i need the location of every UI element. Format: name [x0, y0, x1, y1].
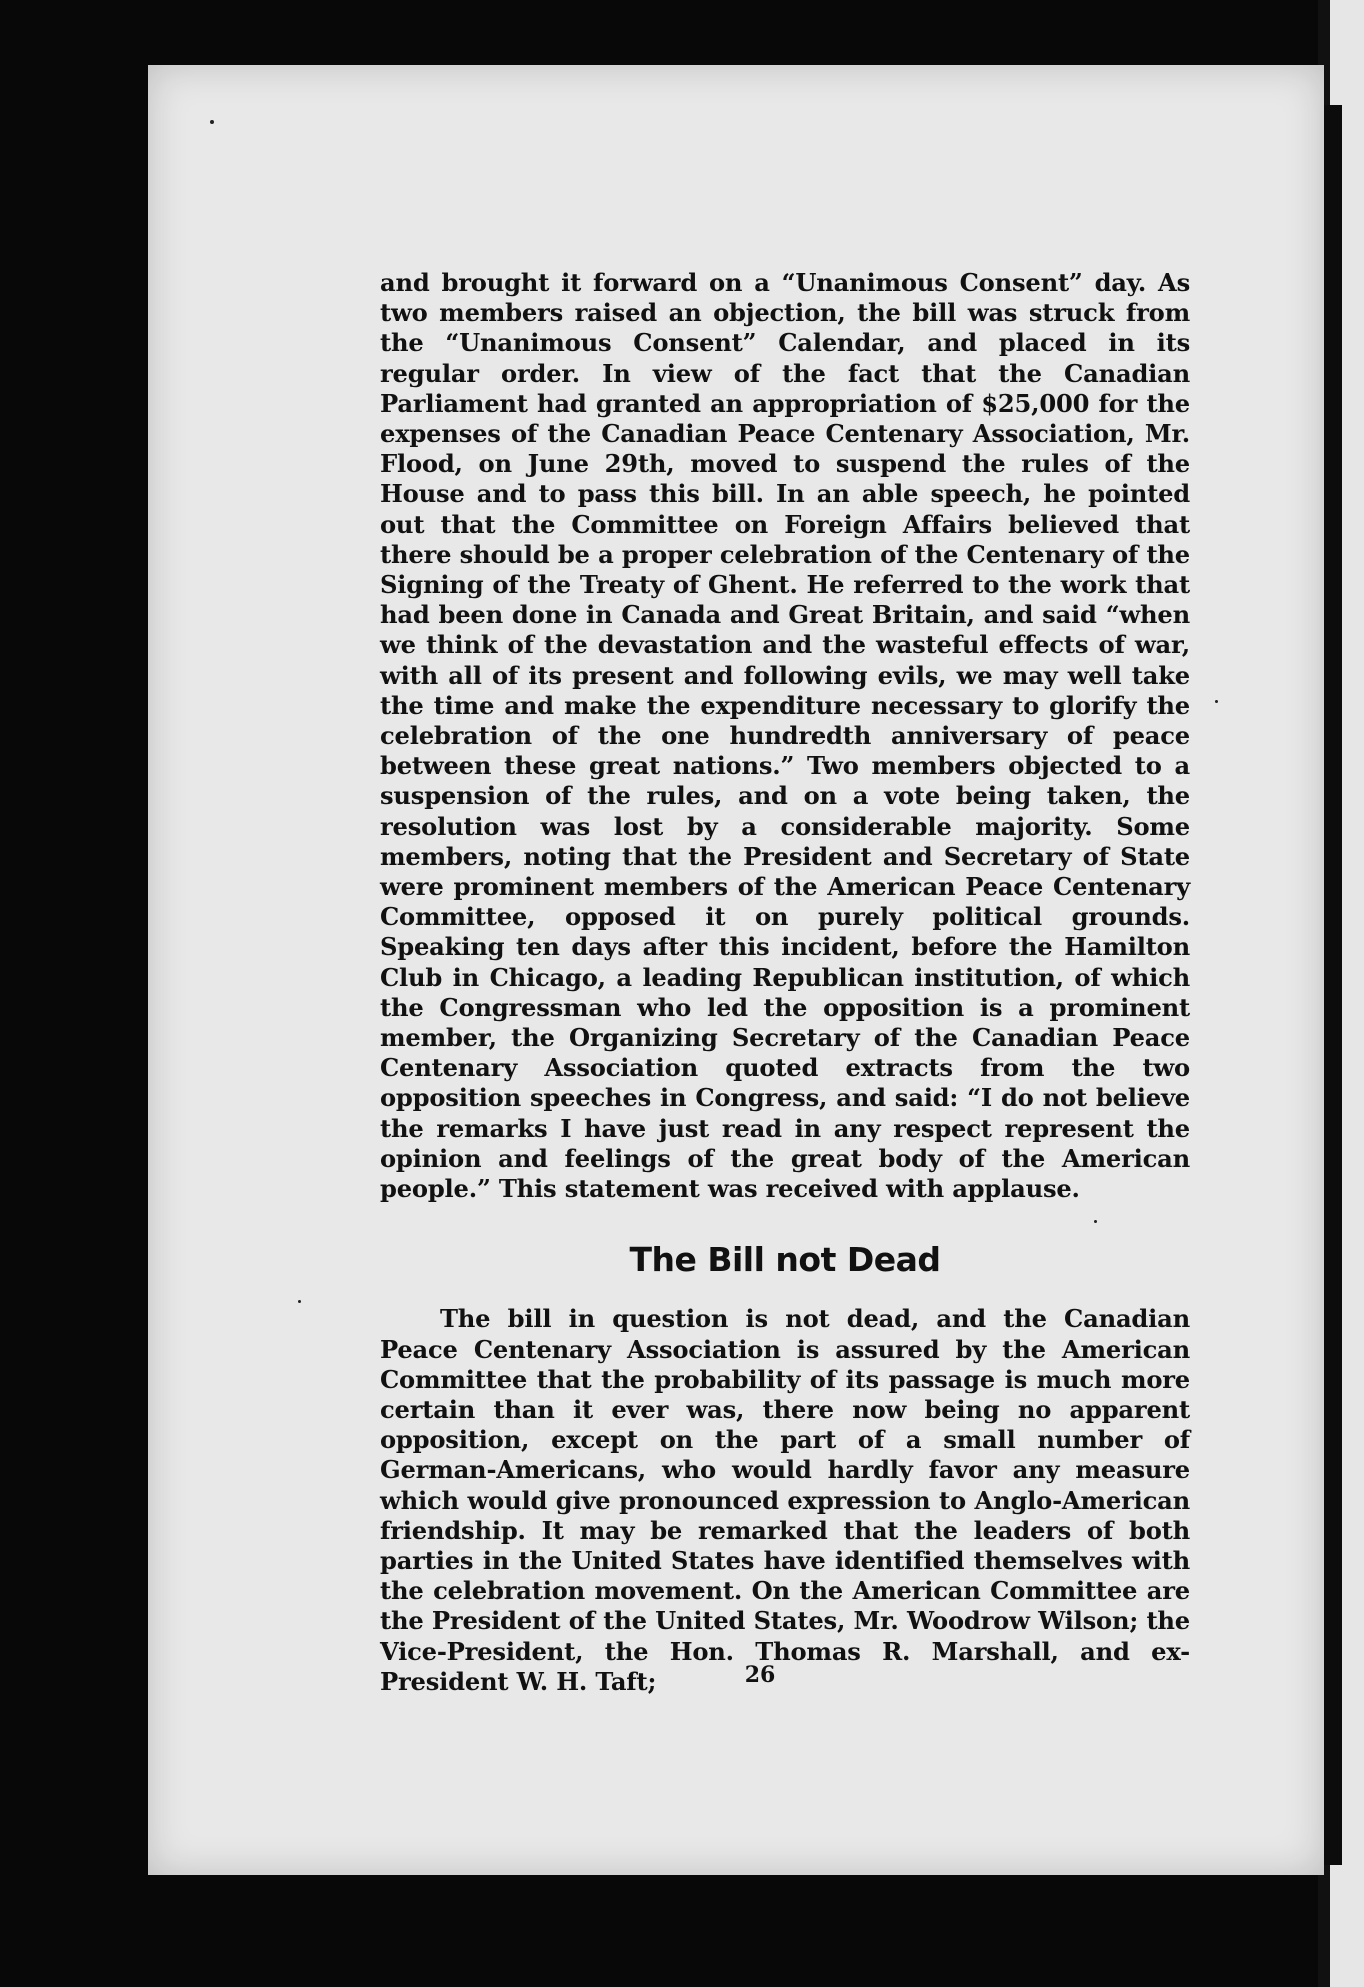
paragraph-1: and brought it forward on a “Unanimous Consent” day. As two members raised an objection, the bill was struck from the “Unanimous Consent” Calendar, and placed in its regular order. In view of the fact that the Canadian Parliament had granted an appropriation of $25,000 for the expenses of the Canadian Peace Centenary Association, Mr. Flood, on June 29th, moved to suspend the rules of the House and to pass this bill. In an able speech, he pointed out that the Committee on Foreign Affairs believed that there should be a proper celebration of the Centenary of the Signing of the Treaty of Ghent. He referred to the work that had been done in Canada and Great Britain, and said “when we think of the devastation and the wasteful effects of war, with all of its present and following evils, we may well take the time and make the expenditure necessary to glorify the celebration of the one hundredth anniversary of peace between these great nations.” Two members objected to a suspension of the rules, and on a vote being taken, the resolution was lost by a considerable majority. Some members, noting that the President and Secretary of State were prominent members of the American Peace Centenary Committee, opposed it on purely political grounds. Speaking ten days after this incident, before the Hamilton Club in Chicago, a leading Republican institution, of which the Congressman who led the opposition is a prominent member, the Organizing Secretary of the Canadian Peace Centenary Association quoted extracts from the two opposition speeches in Congress, and said: “I do not believe the remarks I have just read in any respect represent the opinion and feelings of the great body of the American people.” This statement was received with applause.	[380, 268, 1190, 1204]
page-number: 26	[744, 1662, 776, 1688]
scan-speck	[1094, 1220, 1097, 1223]
scan-speck	[1215, 700, 1218, 703]
page-fold-shadow	[1324, 105, 1342, 1865]
scan-speck	[210, 120, 214, 124]
scan-speck	[298, 1300, 301, 1303]
paragraph-2: The bill in question is not dead, and the Canadian Peace Centenary Association is assured by the American Committee that the probability of its passage is much more certain than it ever was, there now being no apparent opposition, except on the part of a small number of German-Americans, who would hardly favor any measure which would give pronounced expression to Anglo-American friendship. It may be remarked that the leaders of both parties in the United States have identified themselves with the celebration movement. On the American Committee are the President of the United States, Mr. Woodrow Wilson; the Vice-President, the Hon. Thomas R. Marshall, and ex-President W. H. Taft;	[380, 1304, 1190, 1696]
body-text	[380, 268, 1190, 1697]
section-heading: The Bill not Dead	[629, 1240, 941, 1280]
